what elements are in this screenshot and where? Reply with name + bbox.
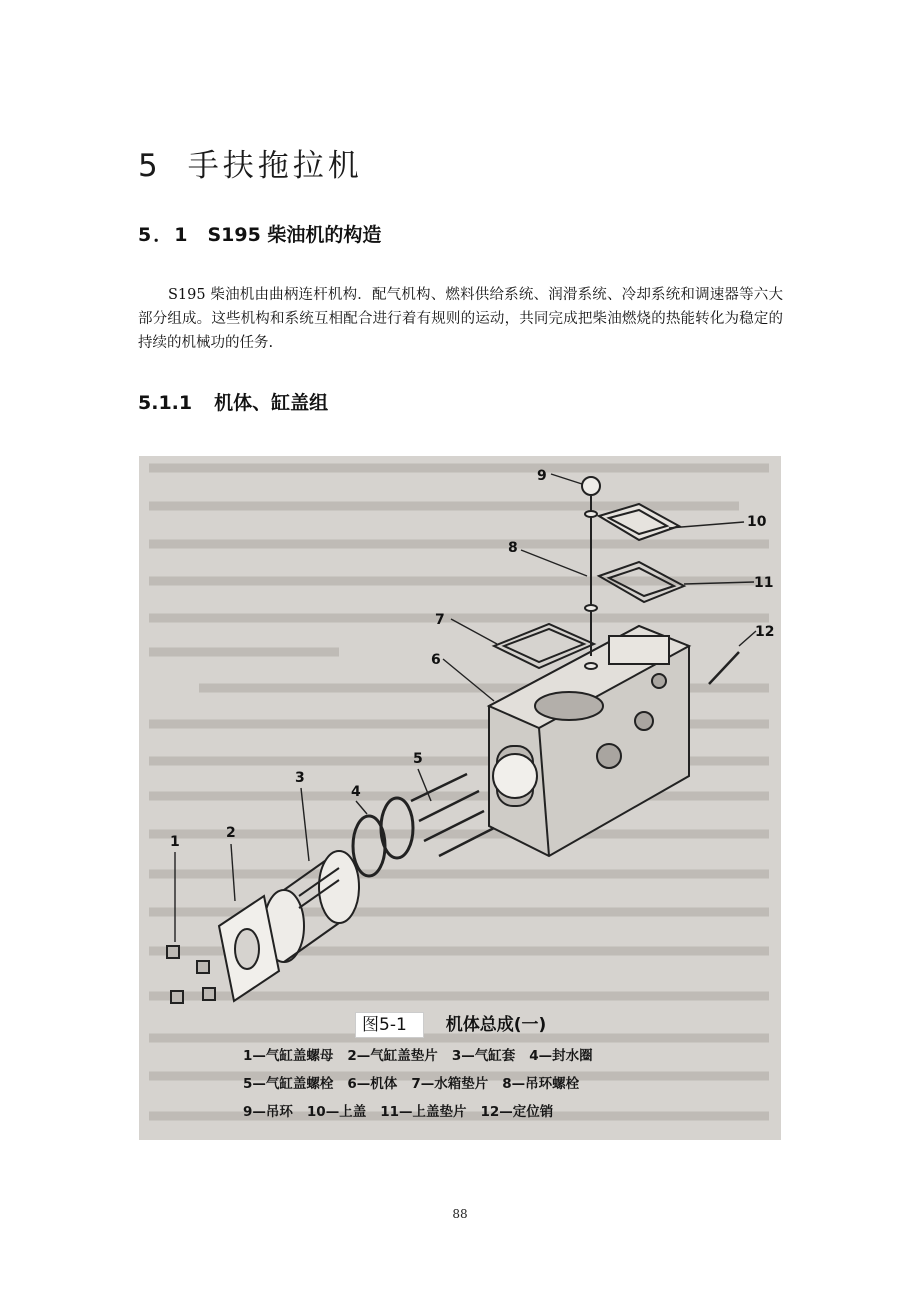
part-label-1: 1 [170, 834, 180, 850]
chapter-title-text: 手扶拖拉机 [187, 148, 363, 184]
legend-item: 12—定位销 [480, 1104, 554, 1120]
legend-item: 3—气缸套 [451, 1048, 516, 1064]
part-label-3: 3 [295, 770, 305, 786]
intro-paragraph: S195 柴油机由曲柄连杆机构．配气机构、燃料供给系统、润滑系统、冷却系统和调速器等六大部分组成。这些机构和系统互相配合进行着有规则的运动，共同完成把柴油燃烧的热能转化为稳定的持续的机械功的任务. [138, 287, 783, 351]
part-label-9: 9 [537, 468, 547, 484]
legend-row [243, 1070, 607, 1098]
section-number: 5．1 [138, 224, 190, 246]
dowel-pin [709, 652, 739, 684]
subsection-title [138, 388, 328, 415]
part-label-6: 6 [431, 652, 441, 668]
chapter-number: 5 [138, 148, 162, 184]
subsection-title-text: 机体、缸盖组 [214, 392, 329, 414]
exploded-view-drawing [139, 456, 781, 1140]
part-label-2: 2 [226, 825, 236, 841]
page-number: 88 [452, 1207, 468, 1221]
figure-caption-title [355, 1010, 546, 1035]
part-label-4: 4 [351, 784, 361, 800]
cylinder-liner [264, 851, 359, 962]
part-label-11: 11 [754, 575, 774, 591]
section-title-text: S195 柴油机的构造 [207, 224, 382, 246]
engine-block-figure [139, 456, 781, 1140]
section-title [138, 220, 381, 247]
legend-row [243, 1042, 607, 1070]
legend-item: 6—机体 [347, 1076, 398, 1092]
subsection-number: 5.1.1 [138, 392, 193, 414]
engine-block [489, 626, 689, 856]
legend-item: 10—上盖 [306, 1104, 367, 1120]
part-label-7: 7 [435, 612, 445, 628]
part-label-5: 5 [413, 751, 423, 767]
legend-item: 7—水箱垫片 [411, 1076, 489, 1092]
legend-item: 8—吊环螺栓 [502, 1076, 580, 1092]
part-label-10: 10 [747, 514, 767, 530]
figure-title: 机体总成(一) [445, 1015, 547, 1035]
figure-number: 图5-1 [355, 1012, 424, 1038]
part-label-12: 12 [755, 624, 775, 640]
cylinder-head-bolts [411, 774, 494, 856]
legend-item: 11—上盖垫片 [380, 1104, 467, 1120]
legend-item: 1—气缸盖螺母 [243, 1048, 334, 1064]
chapter-title [138, 140, 363, 185]
legend-row [243, 1098, 607, 1126]
legend-item: 5—气缸盖螺栓 [243, 1076, 334, 1092]
figure-legend [243, 1042, 607, 1126]
part-label-8: 8 [508, 540, 518, 556]
legend-item: 9—吊环 [243, 1104, 293, 1120]
legend-item: 4—封水圈 [529, 1048, 593, 1064]
legend-item: 2—气缸盖垫片 [347, 1048, 438, 1064]
